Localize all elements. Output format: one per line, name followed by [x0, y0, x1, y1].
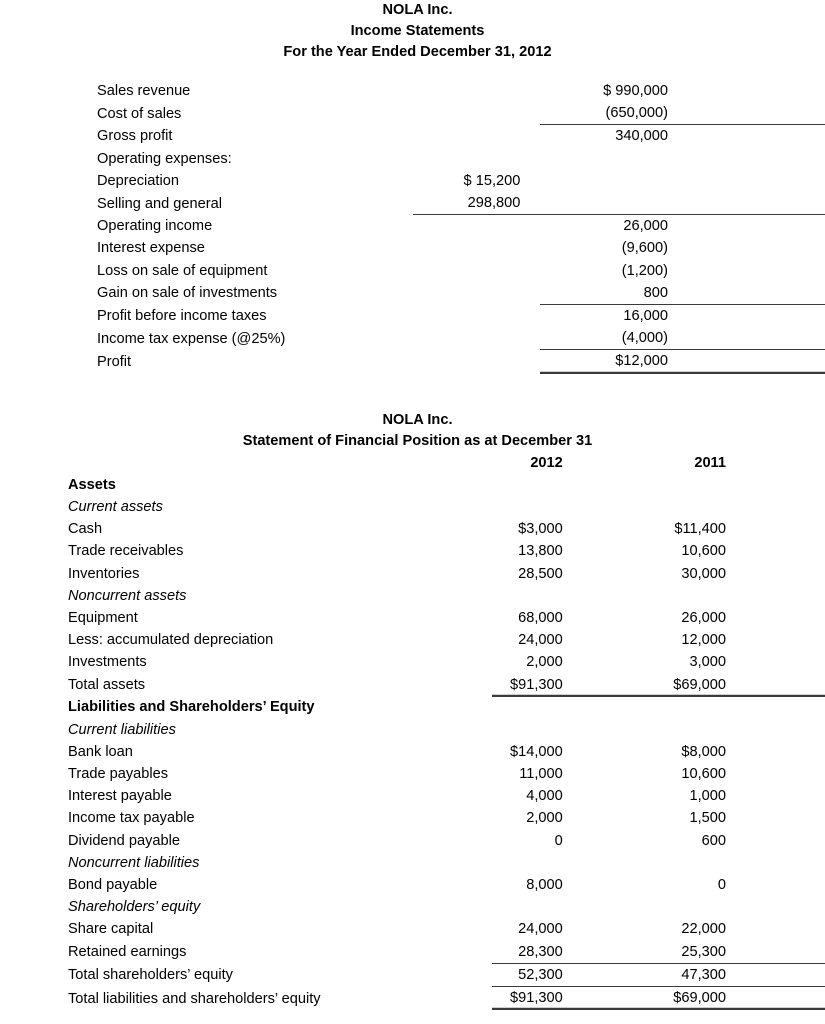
row-value-2011: 1,500 [689, 810, 726, 827]
row-label: Trade receivables [68, 543, 184, 560]
row-value-2011: 0 [717, 877, 726, 893]
row-value-mid [413, 282, 540, 305]
table-row [0, 237, 825, 259]
table-row [0, 170, 825, 192]
row-value-2012: 13,800 [518, 543, 563, 560]
row-label: Share capital [68, 921, 154, 938]
subsection-heading-noncurrent-assets: Noncurrent assets [68, 587, 187, 604]
row-label: Loss on sale of equipment [97, 262, 268, 279]
row-label: Gross profit [97, 128, 173, 145]
row-value-total-2012: 52,300 [492, 963, 642, 986]
row-value-main: (650,000) [540, 102, 825, 125]
row-value-2012: 24,000 [518, 632, 563, 649]
row-value-2011: 10,600 [681, 765, 726, 782]
table-row [0, 215, 825, 238]
row-label: Bond payable [68, 877, 158, 893]
row-value-mid [413, 327, 540, 350]
row-label: Depreciation [97, 172, 179, 189]
table-row [0, 896, 825, 918]
row-label: Inventories [68, 565, 140, 582]
table-row [0, 474, 825, 496]
row-value-2012 [492, 896, 642, 918]
table-header-row [0, 452, 825, 474]
row-value-2011: $8,000 [681, 743, 726, 760]
row-label: Interest expense [97, 240, 205, 257]
row-label: Trade payables [68, 765, 169, 782]
row-value-2011: 3,000 [689, 654, 726, 671]
row-value-mid [413, 80, 540, 102]
row-value-main: 16,000 [623, 308, 668, 325]
row-value-main: (4,000) [540, 327, 825, 350]
row-label: Operating expenses: [97, 150, 232, 167]
row-label: Less: accumulated depreciation [68, 632, 274, 649]
row-value-2012: $14,000 [510, 743, 563, 760]
table-row [0, 125, 825, 148]
table-row [0, 80, 825, 102]
row-value-2011 [642, 585, 825, 607]
row-value-2011: 12,000 [681, 632, 726, 649]
table-row [0, 607, 825, 629]
table-row [0, 941, 825, 964]
row-label-total-liabilities-equity: Total liabilities and shareholders’ equity [68, 990, 321, 1007]
table-row [0, 102, 825, 125]
table-row [0, 629, 825, 651]
table-row [0, 585, 825, 607]
row-value-2012 [492, 719, 642, 741]
row-value-total-2011: 47,300 [642, 963, 825, 986]
balance-sheet-title [0, 410, 825, 452]
row-value-2012: 11,000 [519, 765, 563, 782]
section-heading-assets: Assets [68, 476, 116, 493]
income-statement-company-name: NOLA Inc. [382, 2, 453, 18]
row-value-mid [413, 237, 540, 259]
row-label: Retained earnings [68, 944, 187, 961]
row-value-2012: 0 [554, 832, 563, 849]
section-spacer [0, 374, 825, 410]
table-row [0, 987, 825, 1010]
row-label: Profit [97, 353, 132, 370]
row-label: Income tax payable [68, 810, 195, 827]
table-row [0, 719, 825, 741]
row-value-mid [413, 260, 540, 282]
row-label: Cost of sales [97, 105, 182, 122]
row-label: Gain on sale of investments [97, 285, 278, 302]
row-value-mid [413, 148, 540, 170]
row-value-2011: 30,000 [681, 565, 726, 582]
row-label: Dividend payable [68, 832, 180, 849]
row-value-2012 [492, 585, 642, 607]
row-value-2011: 25,300 [642, 941, 825, 964]
row-label: Investments [68, 654, 147, 671]
table-row [0, 540, 825, 562]
row-value-2011 [642, 496, 825, 518]
row-label: Operating income [97, 218, 213, 235]
row-value-main [540, 148, 825, 170]
subsection-heading-shareholders-equity: Shareholders’ equity [68, 899, 201, 916]
row-value-mid [413, 102, 540, 125]
row-value-mid [413, 125, 540, 148]
row-value-main [540, 170, 825, 192]
row-value-mid: $ 15,200 [463, 172, 521, 189]
row-value-2011 [642, 474, 825, 496]
row-label: Bank loan [68, 743, 133, 760]
table-row [0, 260, 825, 282]
row-value-mid [413, 350, 540, 373]
row-value-2012: 24,000 [518, 921, 563, 938]
table-row [0, 963, 825, 986]
subsection-heading-noncurrent-liabilities: Noncurrent liabilities [68, 854, 200, 871]
row-value-2011: 22,000 [681, 921, 726, 938]
row-value-2012: $3,000 [518, 521, 563, 538]
table-row [0, 651, 825, 673]
table-row [0, 741, 825, 763]
section-heading-liabilities-equity: Liabilities and Shareholders’ Equity [68, 699, 315, 716]
row-value-2012 [492, 696, 642, 718]
row-value-2011: $11,400 [674, 521, 726, 538]
row-value-2012: 8,000 [526, 877, 563, 893]
row-value-2012: 28,300 [492, 941, 642, 964]
row-value-2012: 2,000 [526, 654, 563, 671]
income-statement-statement-name: Income Statements [350, 23, 485, 39]
row-value-total-2012: $91,300 [492, 674, 642, 697]
table-row [0, 192, 825, 215]
row-value-2011 [642, 719, 825, 741]
subsection-heading-current-liabilities: Current liabilities [68, 721, 176, 738]
row-value-mid [413, 215, 540, 238]
row-value-total-2011: $69,000 [642, 987, 825, 1010]
row-value-total-2011: $69,000 [642, 674, 825, 697]
row-label: Profit before income taxes [97, 308, 267, 325]
row-label-total-equity: Total shareholders’ equity [68, 967, 233, 984]
column-header-blank [0, 452, 492, 474]
row-value-mid [413, 305, 540, 328]
row-value-2012: 68,000 [518, 610, 563, 627]
table-row [0, 696, 825, 718]
row-value-2011: 10,600 [681, 543, 726, 560]
income-statement-title [0, 0, 825, 63]
table-row [0, 282, 825, 305]
row-value-2012: 2,000 [526, 810, 563, 827]
row-label: Income tax expense (@25%) [97, 330, 286, 347]
table-row [0, 874, 825, 896]
column-header-year-2011: 2011 [694, 454, 726, 471]
table-row [0, 674, 825, 697]
table-row [0, 563, 825, 585]
row-label: Equipment [68, 610, 138, 627]
table-row [0, 918, 825, 940]
row-value-main [540, 192, 825, 215]
table-row [0, 807, 825, 829]
row-value-main: (1,200) [621, 262, 668, 279]
table-row [0, 518, 825, 540]
row-value-2012: 4,000 [526, 788, 563, 805]
row-value-2012 [492, 496, 642, 518]
row-value-2011 [642, 896, 825, 918]
row-value-2012 [492, 474, 642, 496]
table-row [0, 350, 825, 373]
row-value-2012: 28,500 [518, 565, 563, 582]
row-value-2011 [642, 696, 825, 718]
row-value-main: (9,600) [621, 240, 668, 257]
balance-sheet-company-name: NOLA Inc. [382, 411, 453, 428]
table-row [0, 852, 825, 874]
table-row [0, 785, 825, 807]
row-value-2011: 600 [701, 832, 726, 849]
row-label: Interest payable [68, 788, 172, 805]
table-row [0, 148, 825, 170]
table-row [0, 327, 825, 350]
table-row [0, 830, 825, 852]
row-value-total-2012: $91,300 [492, 987, 642, 1010]
row-value-2012 [492, 852, 642, 874]
table-row [0, 496, 825, 518]
row-label-total-assets: Total assets [68, 677, 146, 694]
row-value-main: 800 [540, 282, 825, 305]
row-label: Cash [68, 521, 103, 538]
column-header-year-2012: 2012 [530, 454, 563, 471]
row-value-2011: 1,000 [689, 788, 726, 805]
row-label: Sales revenue [97, 83, 191, 99]
table-row [0, 305, 825, 328]
subsection-heading-current-assets: Current assets [68, 499, 163, 516]
income-statement-table [0, 80, 825, 374]
row-value-mid: 298,800 [413, 192, 540, 215]
row-value-2011: 26,000 [681, 610, 726, 627]
row-label: Selling and general [97, 195, 222, 212]
balance-sheet-statement-name: Statement of Financial Position as at December 31 [242, 432, 593, 449]
row-value-main: $ 990,000 [603, 83, 668, 99]
table-row [0, 763, 825, 785]
row-value-main: 26,000 [623, 218, 668, 235]
balance-sheet-table [0, 452, 825, 1011]
row-value-main: 340,000 [615, 128, 668, 145]
row-value-2011 [642, 852, 825, 874]
row-value-total: $12,000 [540, 350, 825, 373]
income-statement-period: For the Year Ended December 31, 2012 [283, 44, 552, 60]
